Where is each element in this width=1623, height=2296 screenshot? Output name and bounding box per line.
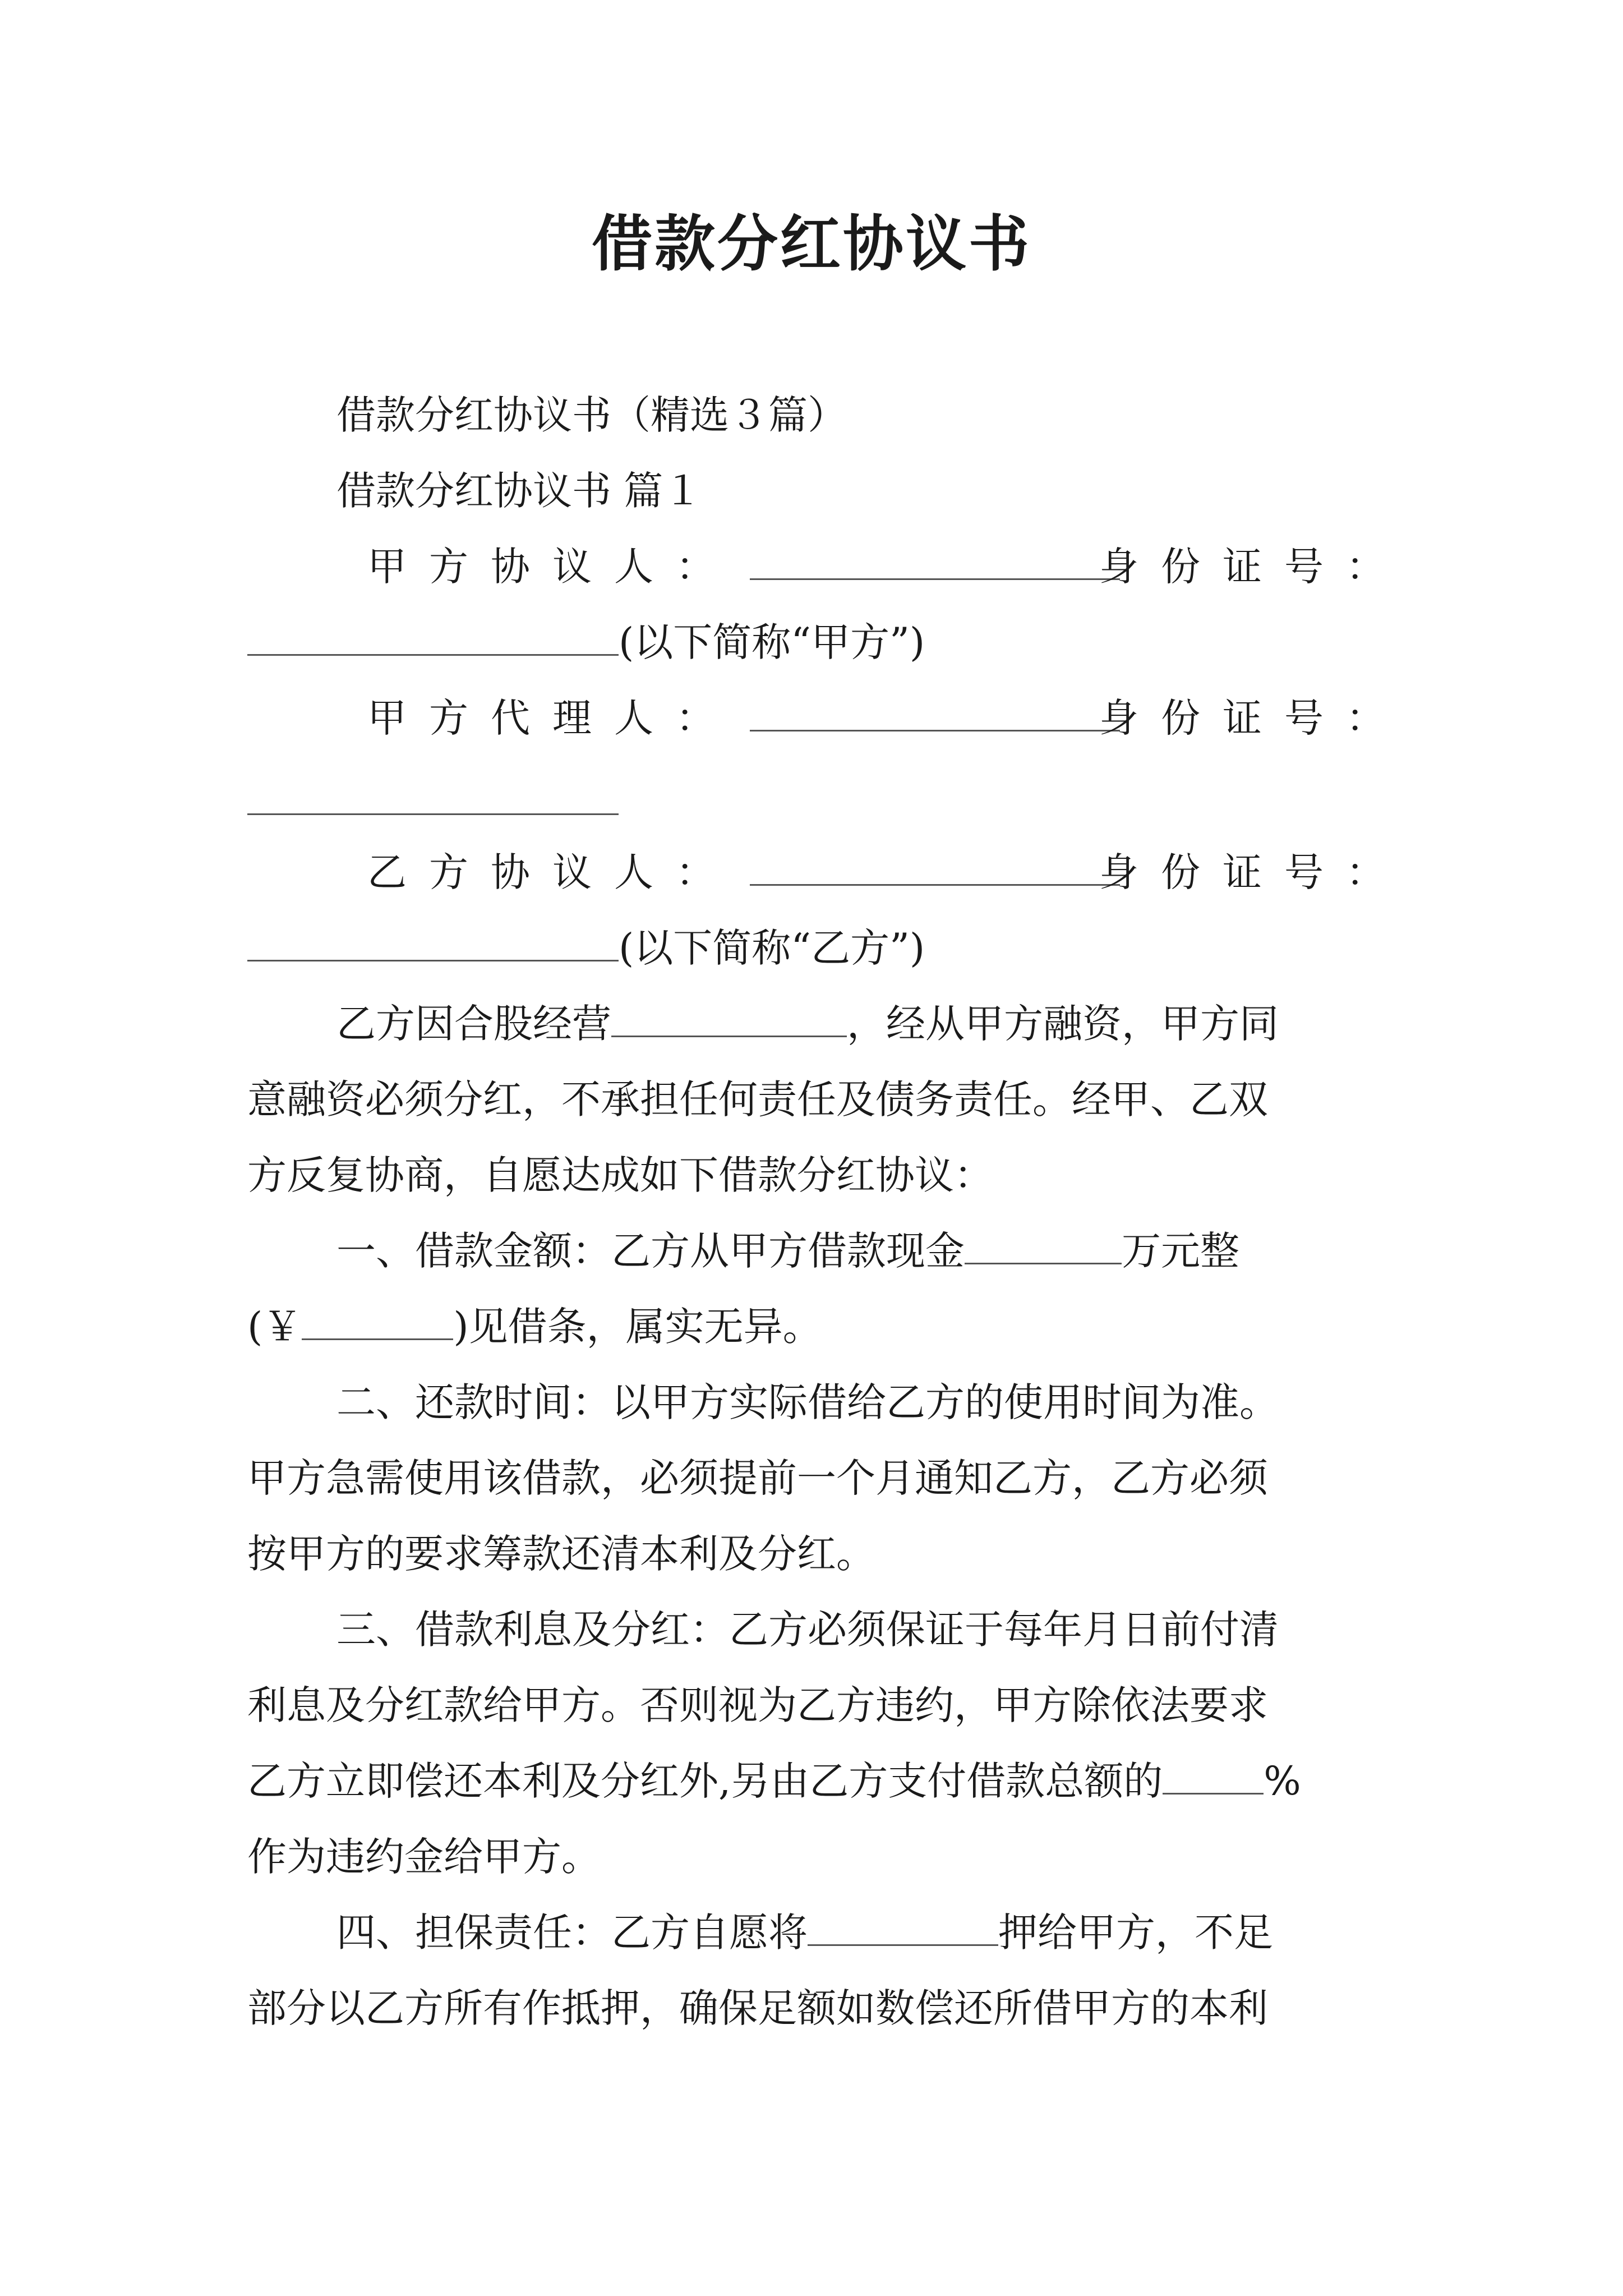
party-a-agent-id-blank: [247, 813, 619, 815]
clause-1-line-2: [247, 1299, 822, 1355]
party-a-agent-label: 甲方代理人：: [367, 695, 737, 741]
party-a-alias-row: [247, 614, 925, 670]
intro-line-1: [336, 996, 1279, 1052]
document-subtitle: 借款分红协议书（精选３篇）: [336, 392, 847, 438]
clause-3-line-2: 利息及分红款给甲方。否则视为乙方违约，甲方除依法要求: [247, 1682, 1268, 1728]
clause-3-line-4: 作为违约金给甲方。: [247, 1834, 601, 1880]
party-a-label: 甲方协议人：: [367, 544, 737, 590]
party-b-alias: (以下简称“乙方”): [619, 925, 925, 971]
clause-4-line-1: [336, 1904, 1273, 1961]
party-b-id-label: 身份证号：: [1099, 849, 1408, 895]
party-b-name-blank: [750, 847, 1120, 886]
loan-amount-blank: [965, 1226, 1122, 1264]
clause-2-line-2: 甲方急需使用该借款，必须提前一个月通知乙方，乙方必须: [247, 1455, 1268, 1501]
clause-3-line-3: [247, 1753, 1301, 1809]
section-heading: 借款分红协议书 篇１: [336, 468, 703, 514]
party-a-name-blank: [750, 541, 1120, 580]
clause-3-text-a: 乙方立即偿还本利及分红外,另由乙方支付借款总额的: [247, 1758, 1163, 1804]
intro-line-3: 方反复协商，自愿达成如下借款分红协议：: [247, 1152, 993, 1198]
clause-3-text-b: %: [1264, 1758, 1301, 1804]
party-a-id-blank: [247, 617, 619, 656]
business-blank: [611, 999, 847, 1037]
clause-1-text-b: 万元整: [1122, 1228, 1239, 1274]
clause-1-line-1: [336, 1223, 1239, 1279]
clause-2-line-1: 二、还款时间：以甲方实际借给乙方的使用时间为准。: [336, 1379, 1279, 1425]
intro-line-2: 意融资必须分红，不承担任何责任及债务责任。经甲、乙双: [247, 1076, 1268, 1122]
party-b-id-blank: [247, 923, 619, 961]
clause-3-line-1: 三、借款利息及分红：乙方必须保证于每年月日前付清: [336, 1607, 1279, 1653]
clause-2-line-3: 按甲方的要求筹款还清本利及分红。: [247, 1531, 875, 1577]
party-b-label: 乙方协议人：: [367, 849, 737, 895]
loan-amount-figure-blank: [302, 1301, 453, 1340]
collateral-blank: [808, 1907, 998, 1946]
penalty-percent-blank: [1163, 1756, 1264, 1795]
party-a-id-label: 身份证号：: [1099, 544, 1408, 590]
page-title: 借款分红协议书: [591, 209, 1031, 279]
clause-1-text-d: )见借条，属实无异。: [453, 1304, 822, 1350]
clause-1-text-c: (￥: [247, 1304, 302, 1350]
party-a-alias: (以下简称“甲方”): [619, 619, 925, 665]
party-a-row: [367, 539, 1120, 595]
clause-4-line-2: 部分以乙方所有作抵押，确保足额如数偿还所借甲方的本利: [247, 1985, 1268, 2031]
clause-1-text-a: 一、借款金额：乙方从甲方借款现金: [336, 1228, 965, 1274]
party-a-agent-name-blank: [750, 693, 1120, 731]
party-a-agent-row: [367, 690, 1120, 746]
intro-text-a: 乙方因合股经营: [336, 1001, 611, 1047]
party-a-agent-id-label: 身份证号：: [1099, 695, 1408, 741]
intro-text-b: ，经从甲方融资，甲方同: [847, 1001, 1279, 1047]
party-b-row: [367, 844, 1120, 900]
clause-4-text-b: 押给甲方，不足: [998, 1910, 1273, 1955]
clause-4-text-a: 四、担保责任：乙方自愿将: [336, 1910, 808, 1955]
party-b-alias-row: [247, 920, 925, 976]
